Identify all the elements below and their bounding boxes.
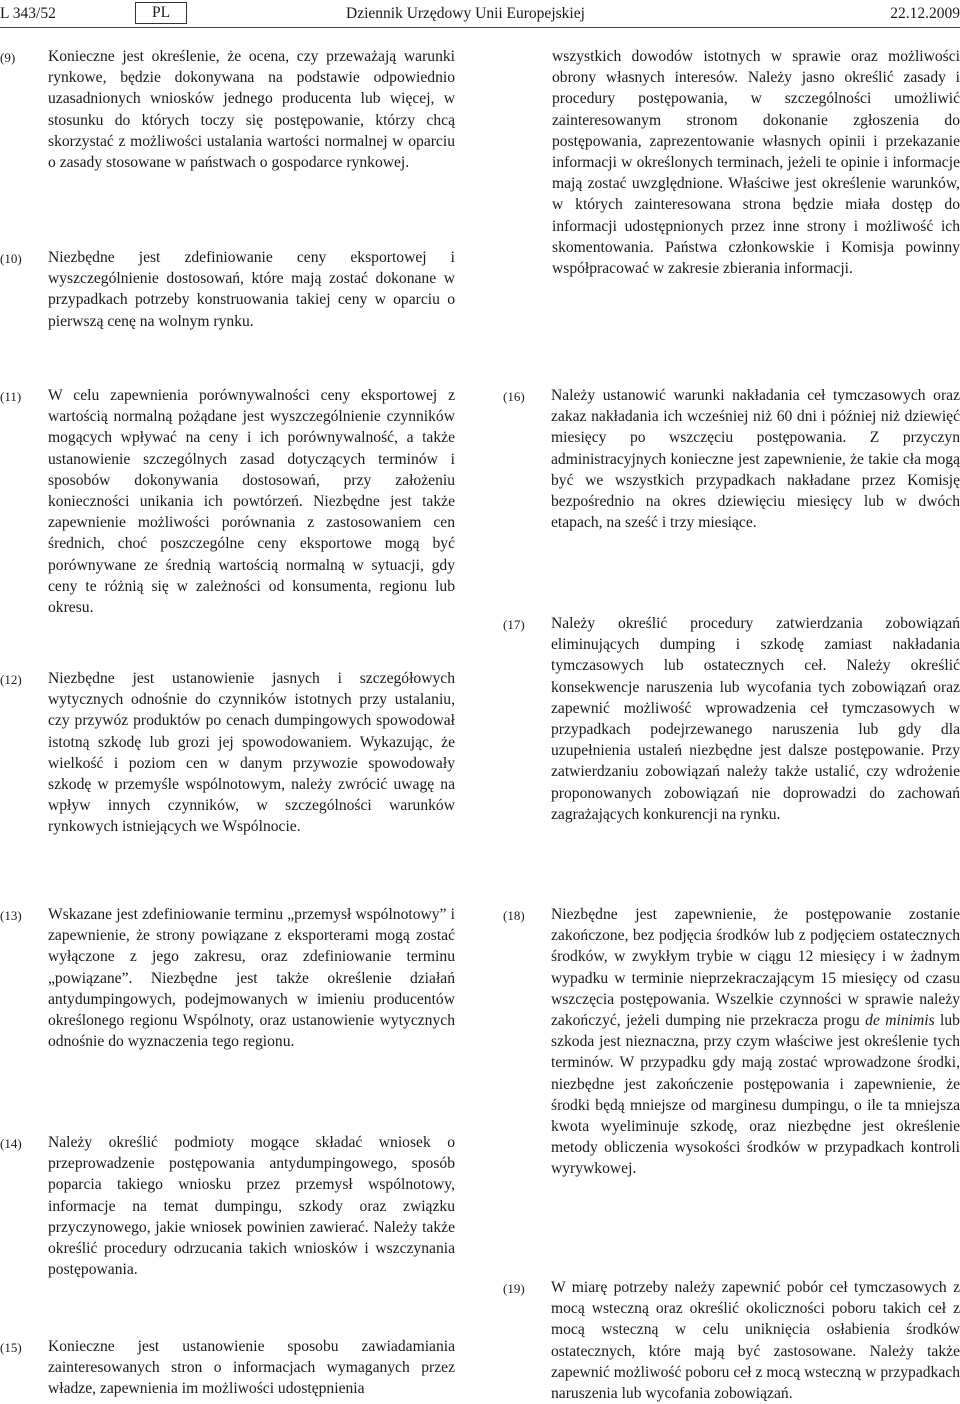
recital-19 <box>503 1277 960 1403</box>
recital-number: (18) <box>503 908 525 923</box>
recital-number: (17) <box>503 617 525 632</box>
recital-14 <box>0 1132 455 1282</box>
recital-text: Niezbędne jest zdefiniowanie ceny eksportowej i wyszczególnienie dostosowań, które mają zostać dokonane w przypadkach potrzeby konstruowania takiej ceny w oparciu o pierwszą cenę na wolnym rynku. <box>48 249 455 330</box>
recital-text: W miarę potrzeby należy zapewnić pobór ceł tymczasowych z mocą wsteczną oraz określić okoliczności poboru takich ceł z mocą wsteczną w celu uniknięcia osłabienia środków ostatecznych, które mają być zastosowane. Należy także zapewnić możliwość poboru ceł z mocą wsteczną w przypadkach naruszenia lub wycofania zobowiązań. <box>551 1279 960 1403</box>
recital-number: (11) <box>0 389 22 404</box>
recital-text: Należy ustanowić warunki nakładania ceł tymczasowych oraz zakaz nakładania ich wcześniej niż 60 dni i później niż dziewięć miesięcy po wszczęciu postępowania. Z przyczyn administracyjnych konieczne jest zapewnienie, że takie cła mogą być we wszystkich przypadkach nakładane przez Komisję bezpośrednio na okres dziewięciu miesięcy lub w dwóch etapach, na sześć i trzy miesiące. <box>551 387 960 532</box>
recital-text-part: lub szkoda jest nieznaczna, przy czym właściwe jest określenie tych terminów. W przypadku gdy mają zostać wprowadzone środki, niezbędne jest zakończenie postępowania i zapewnienie, że środki będą mniejsze od marginesu dumpingu, o ile ta mniejsza kwota wyeliminuje szkodę, oraz niezbędne jest określenie metody obliczenia wysokości środków w przypadkach kontroli wyrywkowej. <box>551 1012 960 1178</box>
recital-text: Należy określić procedury zatwierdzania zobowiązań eliminujących dumping i szkodę zamiast nakładania tymczasowych lub ostatecznych ceł. Należy określić konsekwencje naruszenia lub wycofania tych zobowiązań oraz zapewnić możliwość wprowadzenia ceł tymczasowych w przypadkach podejrzewanego naruszenia lub gdy dla uzupełnienia ustaleń niezbędne jest dalsze postępowanie. Przy zatwierdzaniu zobowiązań należy także ustalić, czy wdrożenie proponowanych zobowiązań nie doprowadzi do zachowań zagrażających konkurencji na rynku. <box>551 615 960 823</box>
journal-title: Dziennik Urzędowy Unii Europejskiej <box>346 5 585 22</box>
recital-text: W celu zapewnienia porównywalności ceny eksportowej z wartością normalną pożądane jest wyszczególnienie czynników mogących wpływać na ceny i ich porównywalność, a także ustanowienie szczególnych zasad dotyczących terminów i sposobów dokonywania dostosowań, przy założeniu konieczności unikania ich powtórzeń. Niezbędne jest także zapewnienie możliwości porównania z zastosowaniem cen średnich, choć poszczególne ceny eksportowe mogą być porównywane ze średnią wartością normalną w sytuacji, gdy ceny te różnią się w zależności od konsumenta, regionu lub okresu. <box>48 387 455 617</box>
recital-number: (12) <box>0 672 22 687</box>
latin-term: de minimis <box>865 1012 935 1030</box>
recital-13 <box>0 904 455 1054</box>
recital-number: (14) <box>0 1136 22 1151</box>
recital-text <box>551 904 960 1180</box>
recital-9 <box>0 46 455 196</box>
recital-number: (9) <box>0 50 16 65</box>
recital-18 <box>503 904 960 1194</box>
header-rule <box>0 27 960 28</box>
recital-number: (16) <box>503 389 525 404</box>
recital-17 <box>503 613 960 833</box>
recital-text-part: Niezbędne jest zapewnienie, że postępowanie zostanie zakończone, bez podjęcia środków lub z podjęciem ostatecznych środków, w zwykłym trybie w ciągu 12 miesięcy i w żadnym wypadku w terminie nieprzekraczającym 15 miesięcy od czasu wszczęcia postępowania. Wszelkie czynności w sprawie należy zakończyć, jeżeli dumping nie przekracza progu <box>551 906 960 1030</box>
recital-text: Należy określić podmioty mogące składać wniosek o przeprowadzenie postępowania antydumpingowego, sposób poparcia takiego wniosku przez przemysł wspólnotowy, informacje na temat dumpingu, szkody oraz związku przyczynowego, jakie wniosek powinien zawierać. Należy także określić procedury odrzucania takich wniosków i wszczynania postępowania. <box>48 1134 455 1279</box>
recital-16 <box>503 385 960 532</box>
recital-text: Wskazane jest zdefiniowanie terminu „przemysł wspólnotowy” i zapewnienie, że strony powiązane z eksporterami mogą zostać wyłączone z jego zakresu, oraz zdefiniowanie terminu „powiązane”. Niezbędne jest także określenie działań antydumpingowych, podejmowanych w imieniu producentów określonego regionu Wspólnoty, oraz ustanowienie wytycznych odnośnie do wyznaczenia tego regionu. <box>48 906 455 1051</box>
recital-15 <box>0 1336 455 1402</box>
page-number: L 343/52 <box>0 5 56 22</box>
page-header <box>0 0 960 30</box>
recital-number: (10) <box>0 251 22 266</box>
recital-number: (19) <box>503 1281 525 1296</box>
recital-11 <box>0 385 455 615</box>
recital-number: (15) <box>0 1340 22 1355</box>
recital-number: (13) <box>0 908 22 923</box>
recital-15-continued <box>552 46 960 296</box>
recital-text: Konieczne jest ustanowienie sposobu zawiadamiania zainteresowanych stron o informacjach wymaganych przez władze, zapewnienia im możliwości udostępnienia <box>48 1338 455 1398</box>
recital-12 <box>0 668 455 858</box>
publication-date: 22.12.2009 <box>890 5 960 22</box>
recital-text: wszystkich dowodów istotnych w sprawie oraz możliwości obrony własnych interesów. Należy jasno określić zasady i procedury postępowania, w szczególności umożliwić zainteresowanym stronom dokonanie zgłoszenia do postępowania, zaprezentowanie własnych opinii i przekazanie informacji w określonych terminach, jeżeli te opinie i informacje mają zostać uwzględnione. Właściwe jest określenie warunków, w których zainteresowana strona będzie miała dostęp do informacji udostępnionych przez inne strony i możliwość ich skomentowania. Państwa członkowskie i Komisja powinny współpracować w zakresie zbierania informacji. <box>552 48 960 278</box>
language-code-box: PL <box>135 2 187 24</box>
recital-text: Konieczne jest określenie, że ocena, czy przeważają warunki rynkowe, będzie dokonywana na podstawie odpowiednio uzasadnionych wniosków jednego producenta lub więcej, w stosunku do których toczy się postępowanie, którzy chcą skorzystać z możliwości ustalania wartości normalnej w oparciu o zasady stosowane w państwach o gospodarce rynkowej. <box>48 48 455 172</box>
recital-text: Niezbędne jest ustanowienie jasnych i szczegółowych wytycznych odnośnie do czynników istotnych przy ustalaniu, czy przywóz produktów po cenach dumpingowych spowodował istotną szkodę lub grozi jej spowodowaniem. Wykazując, że wielkość i poziom cen w danym przywozie spowodowały szkodę w przemyśle wspólnotowym, należy zwrócić uwagę na wpływ innych czynników, w szczególności warunków rynkowych istniejących we Wspólnocie. <box>48 670 455 836</box>
recital-10 <box>0 247 455 337</box>
